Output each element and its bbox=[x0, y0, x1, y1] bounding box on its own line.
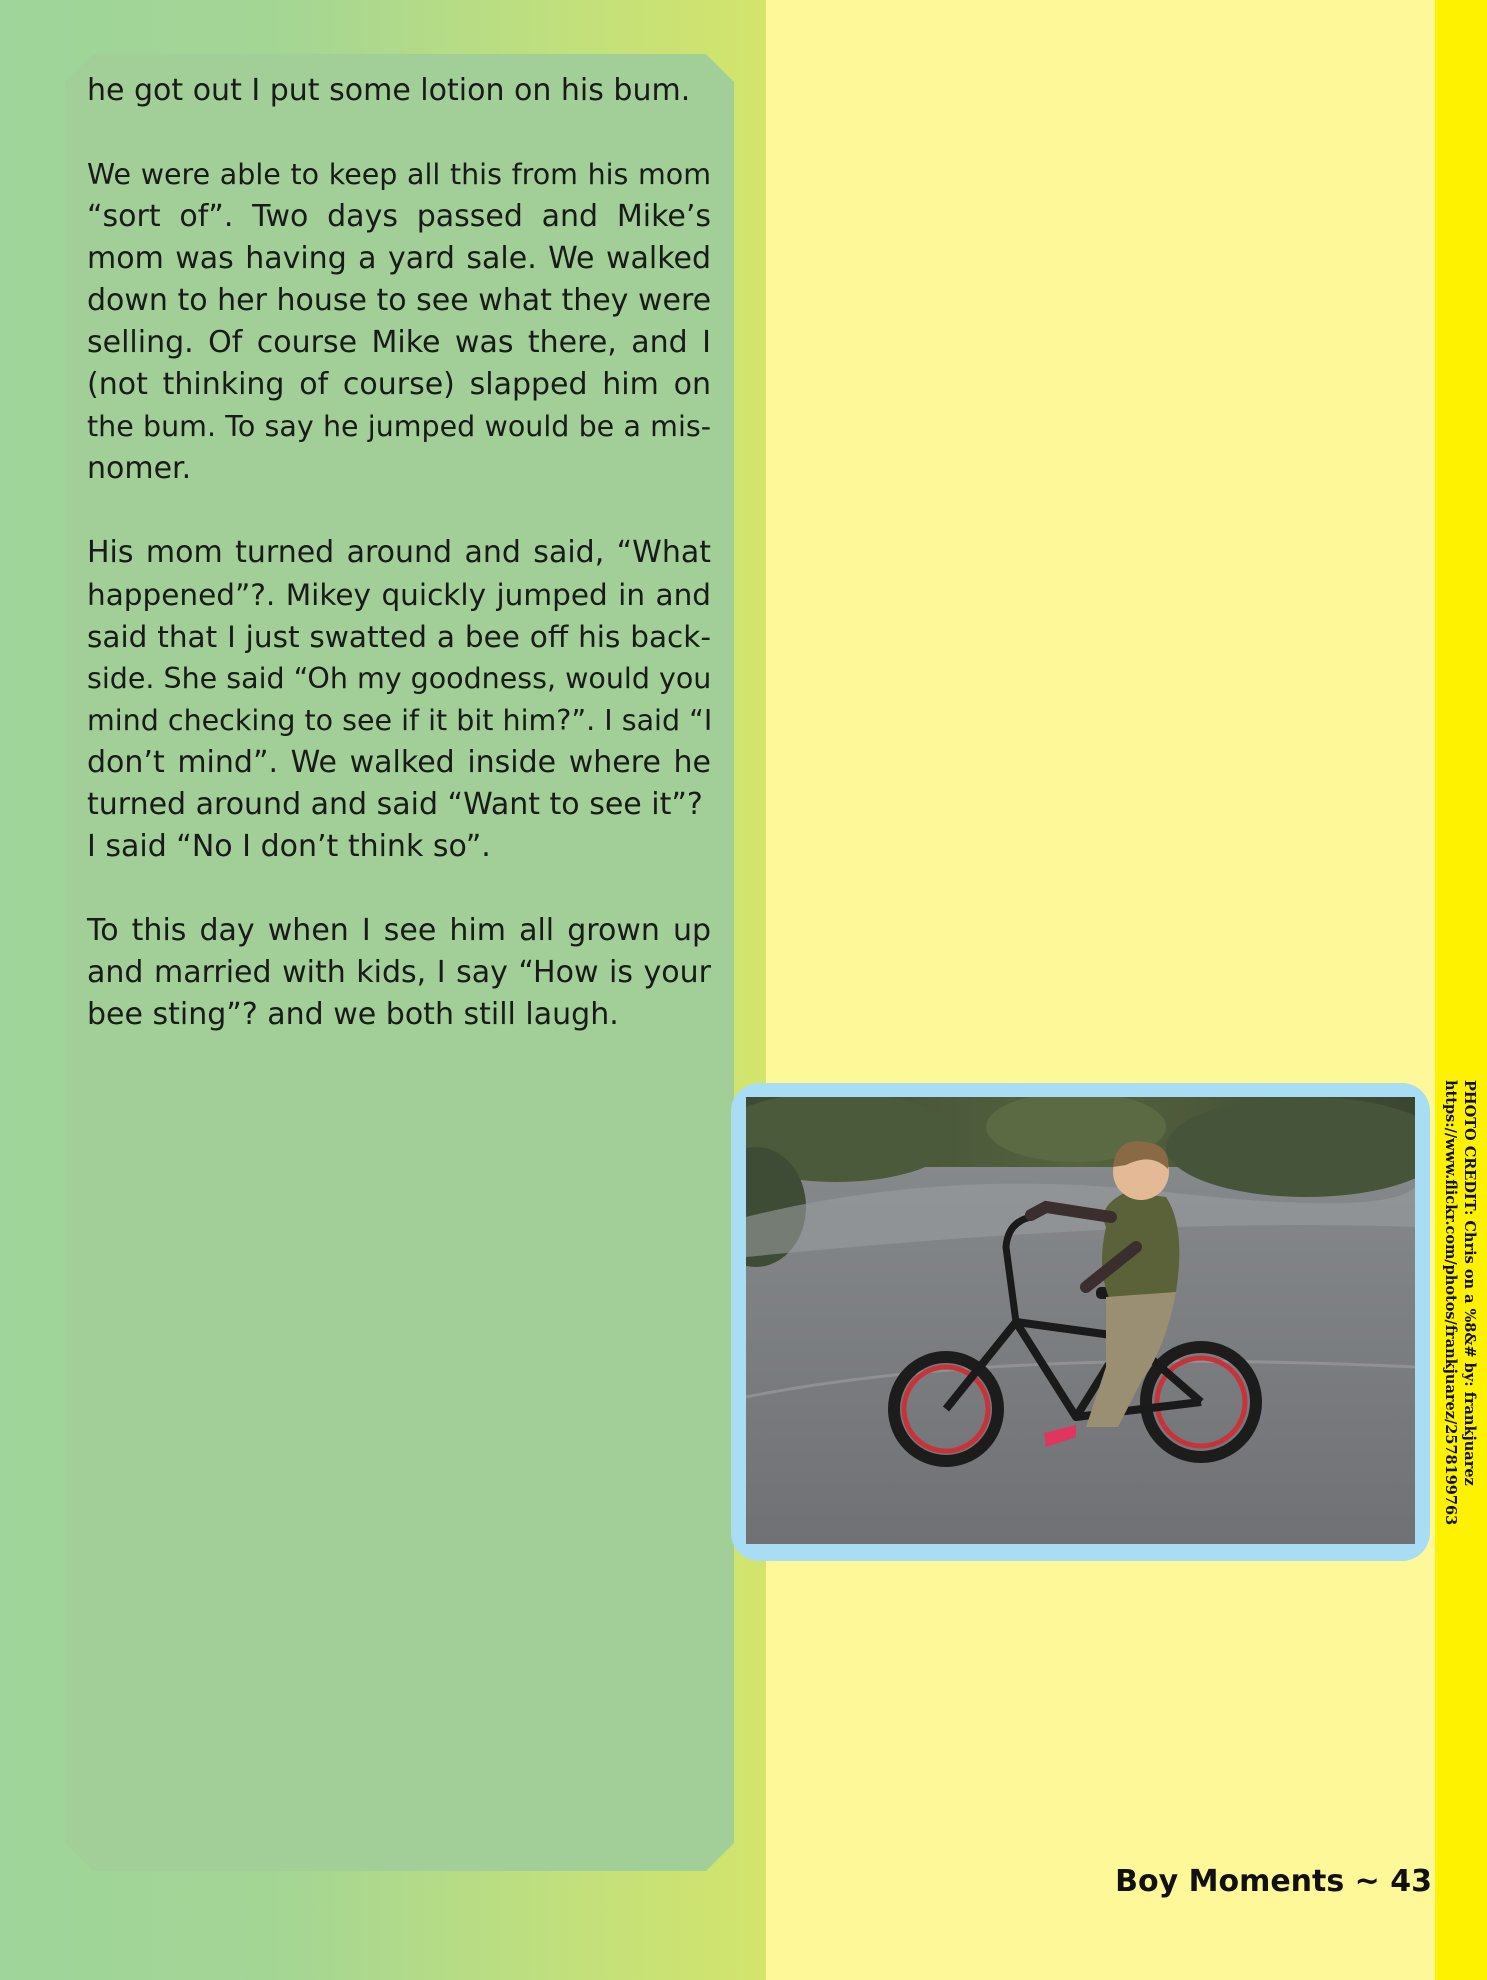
edge-stripe bbox=[1435, 0, 1487, 1980]
photo-credit-url: https://www.flickr.com/photos/frankjuarez/2578199763 bbox=[1442, 1080, 1459, 1526]
paragraph-2 bbox=[87, 154, 711, 490]
text-line: he got out I put some lotion on his bum. bbox=[87, 73, 691, 108]
photo-credit bbox=[1435, 1080, 1487, 1550]
text-line: turned around and said “Want to see it”? bbox=[87, 787, 703, 822]
paragraph-4 bbox=[87, 910, 711, 1036]
text-line: bee sting”? and we both still laugh. bbox=[87, 997, 619, 1032]
text-line: said that I just swatted a bee off his back- bbox=[87, 620, 711, 654]
text-line: happened”?. Mikey quickly jumped in and bbox=[87, 578, 711, 612]
text-line: mom was having a yard sale. We walked bbox=[87, 241, 711, 276]
text-line: His mom turned around and said, “What bbox=[87, 535, 711, 570]
paragraph-1 bbox=[87, 70, 711, 112]
text-line: nomer. bbox=[87, 451, 192, 486]
boy-on-bicycle-photo bbox=[746, 1097, 1415, 1544]
right-yellow-background bbox=[766, 0, 1435, 1980]
paragraph-3 bbox=[87, 532, 711, 868]
text-line: the bum. To say he jumped would be a mis- bbox=[87, 410, 711, 443]
text-line: I said “No I don’t think so”. bbox=[87, 829, 491, 864]
text-line: and married with kids, I say “How is your bbox=[87, 955, 711, 990]
text-line: To this day when I see him all grown up bbox=[87, 913, 711, 948]
photo-credit-line: PHOTO CREDIT: Chris on a %8&# by: frankjuarez bbox=[1461, 1080, 1478, 1486]
text-line: side. She said “Oh my goodness, would you bbox=[87, 662, 712, 695]
text-line: down to her house to see what they were bbox=[87, 283, 712, 318]
text-line: We were able to keep all this from his mom bbox=[87, 158, 711, 191]
text-line: “sort of”. Two days passed and Mike’s bbox=[87, 199, 711, 234]
text-line: selling. Of course Mike was there, and I bbox=[87, 325, 711, 360]
photo-frame bbox=[731, 1083, 1430, 1561]
page-footer: Boy Moments ~ 43 bbox=[1115, 1864, 1432, 1899]
text-line: (not thinking of course) slapped him on bbox=[87, 367, 711, 402]
text-line: mind checking to see if it bit him?”. I said “I bbox=[87, 704, 713, 737]
text-line: don’t mind”. We walked inside where he bbox=[87, 745, 711, 780]
article-body bbox=[87, 70, 711, 1078]
